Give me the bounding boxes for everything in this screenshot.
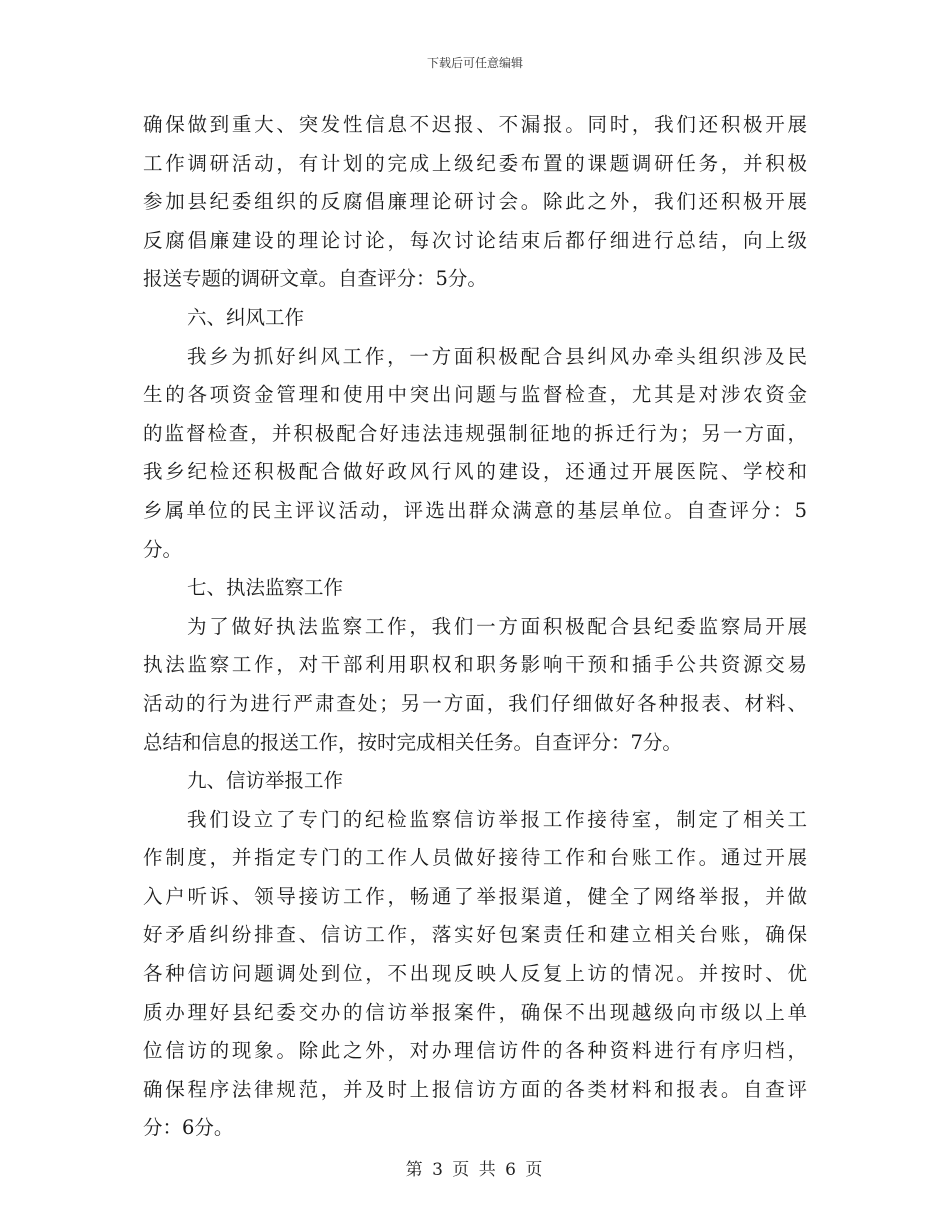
text-line: 作制度，并指定专门的工作人员做好接待工作和台账工作。通过开展 xyxy=(143,846,807,870)
paragraph-continuation xyxy=(143,106,807,299)
text-line: 我乡纪检还积极配合做好政风行风的建设，还通过开展医院、学校和 xyxy=(143,460,807,484)
text-line: 工作调研活动，有计划的完成上级纪委布置的课题调研任务，并积极 xyxy=(143,151,807,175)
text-line: 的监督检查，并积极配合好违法违规强制征地的拆迁行为；另一方面， xyxy=(143,421,807,445)
text-line: 各种信访问题调处到位，不出现反映人反复上访的情况。并按时、优 xyxy=(143,962,807,986)
section-heading-7: 七、执法监察工作 xyxy=(187,576,344,600)
paragraph-section-7 xyxy=(143,608,807,762)
text-line: 总结和信息的报送工作，按时完成相关任务。自查评分：7分。 xyxy=(143,730,682,754)
text-line: 好矛盾纠纷排查、信访工作，落实好包案责任和建立相关台账，确保 xyxy=(143,923,807,947)
text-line: 分：6分。 xyxy=(143,1116,234,1140)
text-line: 我们设立了专门的纪检监察信访举报工作接待室，制定了相关工 xyxy=(187,807,807,831)
page-number-footer: 第 3 页 共 6 页 xyxy=(405,1160,545,1180)
paragraph-section-9 xyxy=(143,801,807,1148)
text-line: 活动的行为进行严肃查处；另一方面，我们仔细做好各种报表、材料、 xyxy=(143,691,807,715)
text-line: 入户听诉、领导接访工作，畅通了举报渠道，健全了网络举报，并做 xyxy=(143,884,807,908)
section-heading-6: 六、纠风工作 xyxy=(187,305,305,329)
text-line: 位信访的现象。除此之外，对办理信访件的各种资料进行有序归档， xyxy=(143,1039,807,1063)
header-note: 下载后可任意编辑 xyxy=(426,56,523,70)
text-line: 确保做到重大、突发性信息不迟报、不漏报。同时，我们还积极开展 xyxy=(143,113,807,136)
paragraph-section-6 xyxy=(143,338,807,570)
text-line: 质办理好县纪委交办的信访举报案件，确保不出现越级向市级以上单 xyxy=(143,1000,807,1024)
text-line: 反腐倡廉建设的理论讨论，每次讨论结束后都仔细进行总结，向上级 xyxy=(143,228,807,252)
text-line: 参加县纪委组织的反腐倡廉理论研讨会。除此之外，我们还积极开展 xyxy=(143,190,807,214)
text-line: 分。 xyxy=(143,537,183,561)
text-line: 执法监察工作，对干部利用职权和职务影响干预和插手公共资源交易 xyxy=(143,653,807,677)
text-line: 乡属单位的民主评议活动，评选出群众满意的基层单位。自查评分：5 xyxy=(143,498,807,522)
document-body xyxy=(143,106,807,1148)
text-line: 报送专题的调研文章。自查评分：5分。 xyxy=(143,267,487,291)
text-line: 确保程序法律规范，并及时上报信访方面的各类材料和报表。自查评 xyxy=(143,1077,807,1101)
text-line: 我乡为抓好纠风工作，一方面积极配合县纠风办牵头组织涉及民 xyxy=(187,344,807,368)
text-line: 为了做好执法监察工作，我们一方面积极配合县纪委监察局开展 xyxy=(187,614,807,638)
section-heading-9: 九、信访举报工作 xyxy=(187,769,344,793)
text-line: 生的各项资金管理和使用中突出问题与监督检查，尤其是对涉农资金 xyxy=(143,383,807,407)
